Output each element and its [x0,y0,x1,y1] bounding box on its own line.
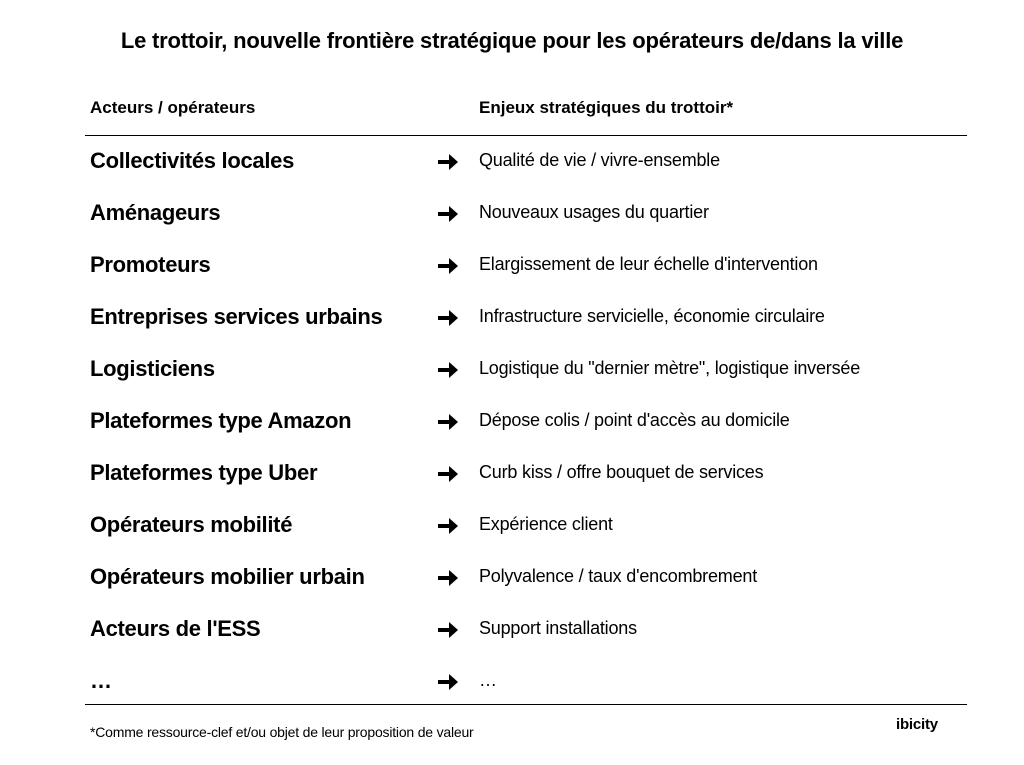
enjeu-label: … [479,670,497,690]
enjeu-label: Logistique du "dernier mètre", logistique inversée [479,358,860,378]
header-enjeux: Enjeux stratégiques du trottoir* [479,98,734,117]
arrow-right-icon [436,462,460,486]
page-title: Le trottoir, nouvelle frontière stratégique pour les opérateurs de/dans la ville [120,28,904,53]
actor-label: Acteurs de l'ESS [90,616,261,641]
actor-label: Plateformes type Uber [90,460,318,485]
arrow-right-icon [436,254,460,278]
arrow-right-icon [436,670,460,694]
table-row [0,406,1024,458]
arrow-right-icon [436,618,460,642]
enjeu-label: Expérience client [479,514,613,534]
table-row [0,614,1024,666]
table-row [0,302,1024,354]
actor-label: Promoteurs [90,252,211,277]
arrow-right-icon [436,566,460,590]
table-row [0,146,1024,198]
arrow-right-icon [436,514,460,538]
brand-logo: ibicity [896,716,938,733]
table-row [0,198,1024,250]
table-row [0,354,1024,406]
table-row [0,250,1024,302]
table-row [0,666,1024,718]
header-actors: Acteurs / opérateurs [90,98,256,117]
table-row [0,458,1024,510]
enjeu-label: Elargissement de leur échelle d'intervention [479,254,818,274]
bottom-divider [85,704,967,705]
table-row [0,510,1024,562]
table-row [0,562,1024,614]
actor-label: Aménageurs [90,200,221,225]
enjeu-label: Curb kiss / offre bouquet de services [479,462,764,482]
enjeu-label: Infrastructure servicielle, économie circulaire [479,306,825,326]
arrow-right-icon [436,306,460,330]
actor-label: Opérateurs mobilité [90,512,293,537]
actor-label: Plateformes type Amazon [90,408,352,433]
table-body [0,146,1024,718]
actor-label: … [90,668,112,693]
footnote: *Comme ressource-clef et/ou objet de leur proposition de valeur [90,724,474,740]
actor-label: Entreprises services urbains [90,304,383,329]
actor-label: Opérateurs mobilier urbain [90,564,365,589]
table-header [0,98,1024,124]
enjeu-label: Nouveaux usages du quartier [479,202,709,222]
arrow-right-icon [436,358,460,382]
arrow-right-icon [436,410,460,434]
arrow-right-icon [436,202,460,226]
enjeu-label: Support installations [479,618,637,638]
enjeu-label: Qualité de vie / vivre-ensemble [479,150,720,170]
enjeu-label: Dépose colis / point d'accès au domicile [479,410,790,430]
actor-label: Collectivités locales [90,148,295,173]
top-divider [85,135,967,136]
enjeu-label: Polyvalence / taux d'encombrement [479,566,757,586]
arrow-right-icon [436,150,460,174]
actor-label: Logisticiens [90,356,215,381]
